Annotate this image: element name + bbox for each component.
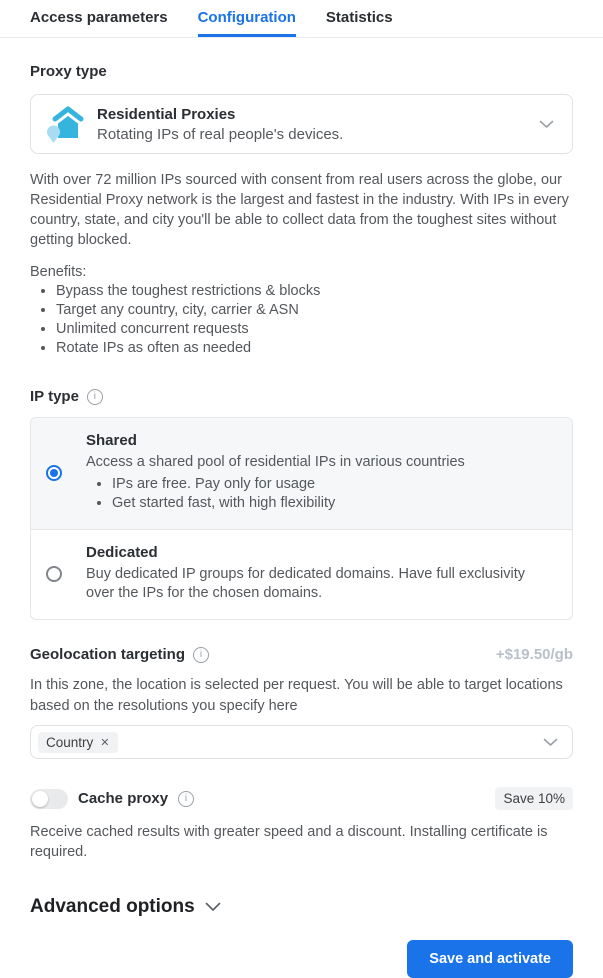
dedicated-option-description: Buy dedicated IP groups for dedicated domains. Have full exclusivity over the IPs for the chosen domains. — [86, 566, 526, 601]
residential-house-pin-icon — [45, 105, 85, 143]
dedicated-radio[interactable] — [46, 566, 62, 582]
benefit-item: • Unlimited concurrent requests — [56, 320, 573, 339]
radio-column — [46, 544, 86, 603]
shared-option-body — [86, 432, 556, 513]
info-icon[interactable]: i — [193, 647, 209, 663]
save-and-activate-button[interactable]: Save and activate — [407, 940, 573, 978]
proxy-type-description: With over 72 million IPs sourced with consent from real users across the globe, our Residential Proxy network is the largest and fastest in the industry. With IPs in every country, state, and city you'll be able to collect data from the toughest sites without getting blocked. — [30, 172, 569, 248]
shared-option-description: Access a shared pool of residential IPs in various countries — [86, 454, 465, 470]
chevron-down-icon — [539, 120, 554, 129]
cache-proxy-toggle[interactable] — [30, 789, 68, 809]
advanced-options-label: Advanced options — [30, 896, 195, 917]
chevron-down-icon — [543, 738, 558, 747]
chevron-down-icon — [205, 902, 221, 912]
proxy-type-select[interactable] — [30, 94, 573, 154]
proxy-type-option-title: Residential Proxies — [97, 105, 236, 123]
cache-proxy-row — [30, 787, 573, 810]
shared-radio[interactable] — [46, 465, 62, 481]
dedicated-option-title: Dedicated — [86, 544, 158, 561]
ip-type-label: IP type — [30, 388, 79, 405]
configuration-panel — [0, 63, 603, 978]
tab-access-parameters[interactable]: Access parameters — [30, 9, 168, 26]
dedicated-option-body — [86, 544, 556, 603]
tab-bar — [0, 0, 603, 38]
geolocation-description: In this zone, the location is selected per request. You will be able to target locations based on the resolutions you specify here — [30, 677, 563, 714]
geolocation-label: Geolocation targeting — [30, 646, 186, 663]
cache-proxy-description: Receive cached results with greater speed and a discount. Installing certificate is required. — [30, 824, 548, 860]
geolocation-resolution-select[interactable] — [30, 725, 573, 759]
geolocation-price: +$19.50/gb — [495, 646, 573, 663]
info-icon[interactable]: i — [87, 389, 103, 405]
radio-column — [46, 432, 86, 513]
ip-type-header — [30, 388, 573, 405]
shared-option-title: Shared — [86, 432, 137, 449]
proxy-type-label: Proxy type — [30, 63, 107, 80]
country-tag-label: Country — [46, 734, 94, 750]
benefits-list — [56, 282, 573, 358]
proxy-type-option-subtitle: Rotating IPs of real people's devices. — [97, 125, 344, 143]
close-icon[interactable]: ✕ — [100, 736, 110, 749]
tab-statistics[interactable]: Statistics — [325, 9, 393, 26]
benefit-item: • Target any country, city, carrier & ASN — [56, 301, 573, 320]
country-tag-chip — [38, 732, 118, 753]
proxy-type-selected-option — [97, 106, 539, 143]
save-discount-badge: Save 10% — [495, 787, 573, 810]
ip-type-option-dedicated[interactable] — [31, 530, 572, 619]
advanced-options-toggle[interactable] — [30, 896, 573, 918]
geolocation-label-group — [30, 646, 209, 663]
toggle-knob — [32, 791, 48, 807]
shared-bullet: • Get started fast, with high flexibility — [112, 494, 556, 513]
benefits-label: Benefits: — [30, 264, 87, 280]
tab-configuration[interactable]: Configuration — [198, 9, 296, 37]
benefits-block — [30, 263, 573, 358]
benefit-item: • Bypass the toughest restrictions & blocks — [56, 282, 573, 301]
geolocation-header — [30, 646, 573, 663]
cache-proxy-label: Cache proxy — [78, 790, 169, 807]
shared-bullet: • IPs are free. Pay only for usage — [112, 475, 556, 494]
ip-type-option-shared[interactable] — [31, 418, 572, 530]
info-icon[interactable]: i — [178, 791, 194, 807]
shared-option-bullets — [112, 475, 556, 513]
footer-actions — [30, 940, 573, 978]
benefit-item: • Rotate IPs as often as needed — [56, 339, 573, 358]
ip-type-card — [30, 417, 573, 620]
